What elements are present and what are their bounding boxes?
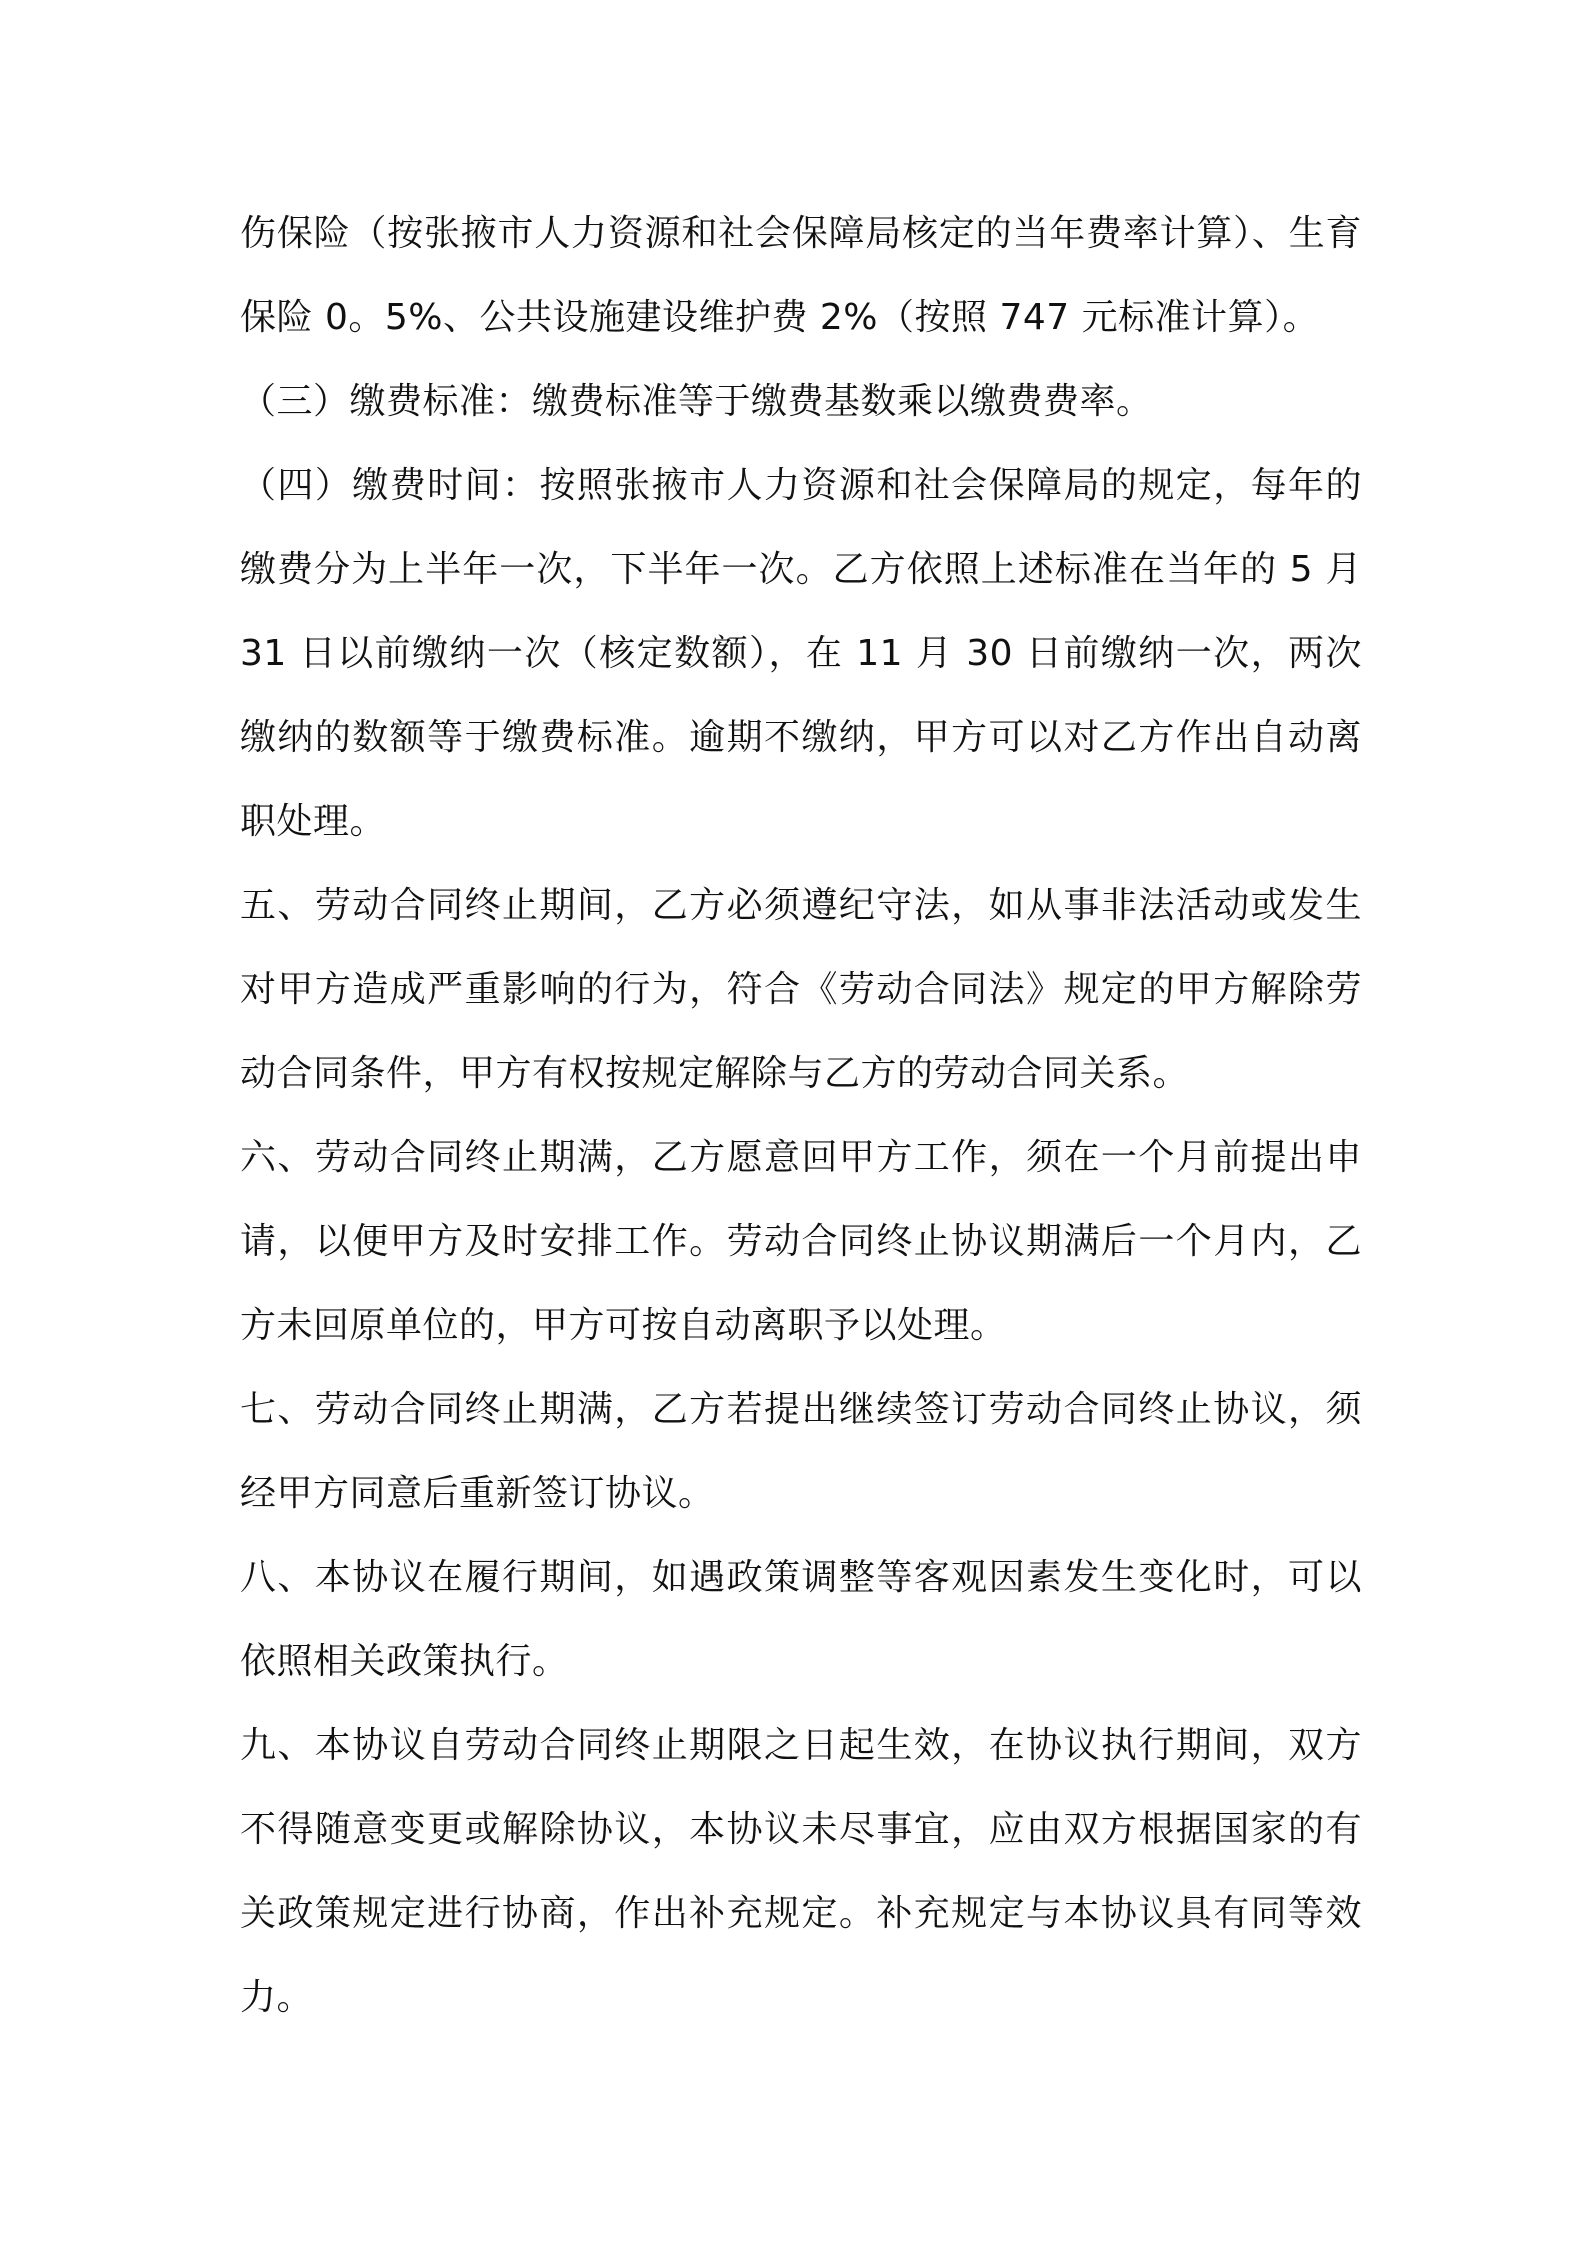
paragraph-payment-standard: （三）缴费标准：缴费标准等于缴费基数乘以缴费费率。 (240, 381, 1153, 422)
document-body (240, 192, 1362, 2040)
paragraph-clause-6: 六、劳动合同终止期满，乙方愿意回甲方工作，须在一个月前提出申请，以便甲方及时安排工作。劳动合同终止协议期满后一个月内，乙方未回原单位的，甲方可按自动离职予以处理。 (240, 1137, 1362, 1346)
paragraph-payment-time: （四）缴费时间：按照张掖市人力资源和社会保障局的规定，每年的缴费分为上半年一次，下半年一次。乙方依照上述标准在当年的 5 月 31 日以前缴纳一次（核定数额），在 11 月 30 日前缴纳一次，两次缴纳的数额等于缴费标准。逾期不缴纳，甲方可以对乙方作出自动离职处理。 (240, 465, 1362, 842)
paragraph-insurance-rates: 伤保险（按张掖市人力资源和社会保障局核定的当年费率计算）、生育保险 0。5%、公共设施建设维护费 2%（按照 747 元标准计算）。 (240, 213, 1362, 338)
paragraph-clause-5: 五、劳动合同终止期间，乙方必须遵纪守法，如从事非法活动或发生对甲方造成严重影响的行为，符合《劳动合同法》规定的甲方解除劳动合同条件，甲方有权按规定解除与乙方的劳动合同关系。 (240, 885, 1362, 1094)
paragraph-clause-8: 八、本协议在履行期间，如遇政策调整等客观因素发生变化时，可以依照相关政策执行。 (240, 1557, 1362, 1682)
paragraph-clause-9: 九、本协议自劳动合同终止期限之日起生效，在协议执行期间，双方不得随意变更或解除协议，本协议未尽事宜，应由双方根据国家的有关政策规定进行协商，作出补充规定。补充规定与本协议具有同等效力。 (240, 1725, 1362, 2018)
paragraph-clause-7: 七、劳动合同终止期满，乙方若提出继续签订劳动合同终止协议，须经甲方同意后重新签订协议。 (240, 1389, 1362, 1514)
